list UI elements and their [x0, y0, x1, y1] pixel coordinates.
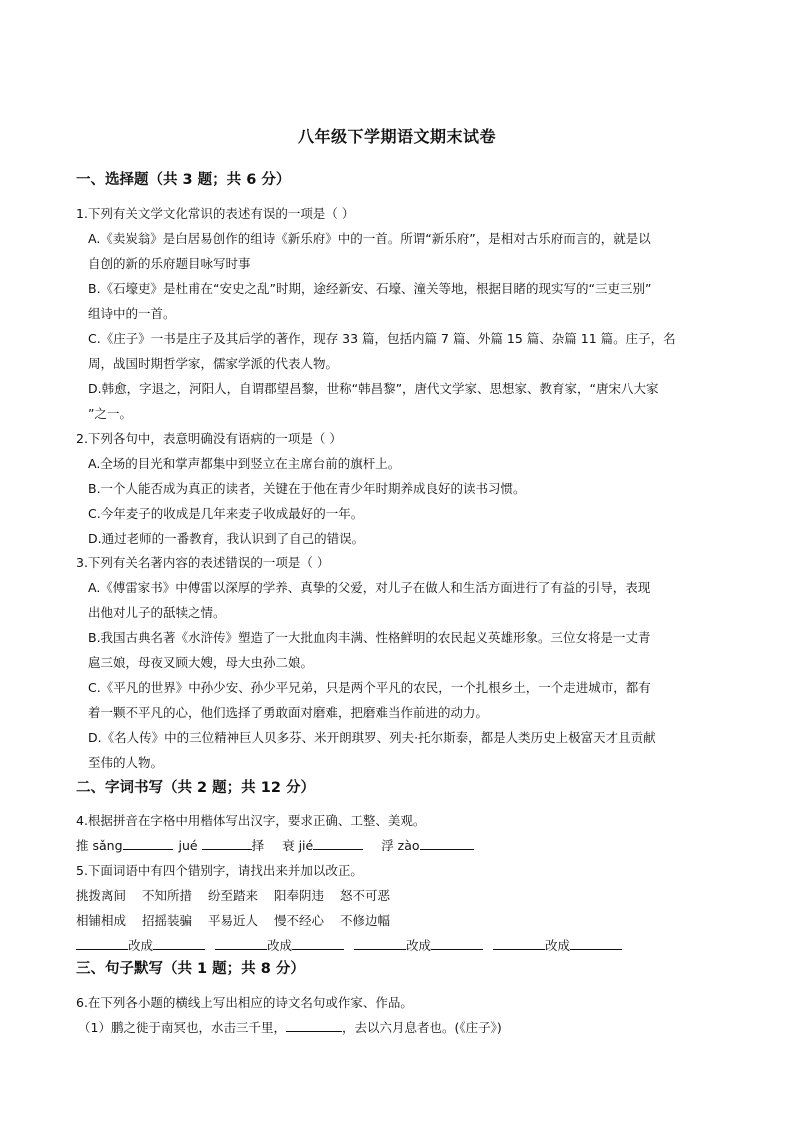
answer-blank[interactable] — [215, 937, 267, 950]
answer-blank[interactable] — [123, 837, 173, 850]
answer-blank[interactable] — [153, 937, 205, 950]
answer-blank[interactable] — [570, 937, 622, 950]
pinyin-item-2: jué — [178, 838, 198, 853]
question-6-stem: 6.在下列各小题的横线上写出相应的诗文名句或作家、作品。 — [76, 995, 413, 1010]
word-item: 相铺相成 — [76, 913, 127, 928]
question-6-item-1 — [78, 1018, 502, 1036]
pinyin-item-1: 推 sǎng — [76, 838, 123, 853]
question-3-option-b: B.我国古典名著《水浒传》塑造了一大批血肉丰满、性格鲜明的农民起义英雄形象。三位女将是一丈青 — [88, 630, 651, 645]
word-item: 不修边幅 — [340, 913, 391, 928]
question-3-option-c-cont: 着一颗不平凡的心，他们选择了勇敢面对磨难，把磨难当作前进的动力。 — [88, 705, 489, 720]
question-2-stem: 2.下列各句中，表意明确没有语病的一项是（ ） — [76, 431, 342, 446]
pinyin-item-4: 衰 jié — [282, 838, 314, 853]
change-label: 改成 — [267, 938, 293, 953]
question-3-option-b-cont: 扈三娘，母夜叉顾大嫂，母大虫孙二娘。 — [88, 655, 314, 670]
word-item: 招摇装骗 — [142, 913, 193, 928]
change-label: 改成 — [545, 938, 571, 953]
question-1-option-c: C.《庄子》一书是庄子及其后学的著作，现存 33 篇，包括内篇 7 篇、外篇 15 篇、杂篇 11 篇。庄子，名 — [88, 331, 676, 346]
word-item: 不知所措 — [142, 888, 193, 903]
answer-blank[interactable] — [313, 837, 363, 850]
word-item: 纷至踏来 — [208, 888, 259, 903]
question-2-option-c: C.今年麦子的收成是几年来麦子收成最好的一年。 — [88, 506, 364, 521]
answer-blank[interactable] — [292, 937, 344, 950]
verse-text: （1）鹏之徙于南冥也，水击三千里， — [78, 1020, 286, 1035]
word-item: 慢不经心 — [274, 913, 325, 928]
question-3-option-a: A.《傅雷家书》中傅雷以深厚的学养、真挚的父爱，对儿子在做人和生活方面进行了有益的引导，表现 — [88, 580, 651, 595]
question-4-blanks — [76, 836, 474, 854]
question-1-option-d: D.韩愈，字退之，河阳人，自谓郡望昌黎，世称“韩昌黎”，唐代文学家、思想家、教育家，“唐宋八大家 — [88, 381, 659, 396]
answer-blank[interactable] — [420, 837, 474, 850]
question-1-option-b-cont: 组诗中的一首。 — [88, 306, 176, 321]
pinyin-item-3: 择 — [251, 838, 265, 853]
question-4-stem: 4.根据拼音在字格中用楷体写出汉字，要求正确、工整、美观。 — [76, 813, 426, 828]
answer-blank[interactable] — [286, 1019, 342, 1032]
question-5-correction-row — [76, 936, 622, 954]
word-item: 怒不可恶 — [340, 888, 391, 903]
question-3-option-d-cont: 至伟的人物。 — [88, 755, 164, 770]
question-1-option-a: A.《卖炭翁》是白居易创作的组诗《新乐府》中的一首。所谓“新乐府”，是相对古乐府而言的，就是以 — [88, 231, 651, 246]
question-3-stem: 3.下列有关名著内容的表述错误的一项是（ ） — [76, 555, 330, 570]
question-3-option-c: C.《平凡的世界》中孙少安、孙少平兄弟，只是两个平凡的农民，一个扎根乡土，一个走进城市，都有 — [88, 680, 651, 695]
question-2-option-a: A.全场的目光和掌声都集中到竖立在主席台前的旗杆上。 — [88, 456, 401, 471]
word-item: 平易近人 — [208, 913, 259, 928]
verse-text: ，去以六月息者也。(《庄子》) — [341, 1020, 502, 1035]
answer-blank[interactable] — [431, 937, 483, 950]
question-5-word-row-1 — [76, 886, 390, 904]
change-label: 改成 — [128, 938, 154, 953]
question-1-option-c-cont: 周，战国时期哲学家，儒家学派的代表人物。 — [88, 356, 339, 371]
section-heading-3: 三、句子默写（共 1 题；共 8 分） — [76, 961, 305, 977]
question-1-option-d-cont: ”之一。 — [88, 406, 132, 421]
question-3-option-d: D.《名人传》中的三位精神巨人贝多芬、米开朗琪罗、列夫·托尔斯泰，都是人类历史上极富天才且贡献 — [88, 730, 656, 745]
question-2-option-d: D.通过老师的一番教育，我认识到了自己的错误。 — [88, 531, 365, 546]
word-item: 挑拨离间 — [76, 888, 127, 903]
question-3-option-a-cont: 出他对儿子的舐犊之情。 — [88, 605, 226, 620]
section-heading-1: 一、选择题（共 3 题；共 6 分） — [76, 172, 291, 188]
question-5-stem: 5.下面词语中有四个错别字，请找出来并加以改正。 — [76, 863, 363, 878]
change-label: 改成 — [406, 938, 432, 953]
pinyin-item-5: 浮 zào — [381, 838, 420, 853]
answer-blank[interactable] — [76, 937, 128, 950]
word-item: 阳奉阴违 — [274, 888, 325, 903]
question-1-option-a-cont: 自创的新的乐府题目咏写时事 — [88, 256, 251, 271]
answer-blank[interactable] — [493, 937, 545, 950]
question-5-word-row-2 — [76, 911, 390, 929]
question-2-option-b: B.一个人能否成为真正的读者，关键在于他在青少年时期养成良好的读书习惯。 — [88, 481, 526, 496]
question-1-option-b: B.《石壕吏》是杜甫在“安史之乱”时期，途经新安、石壕、潼关等地，根据目睹的现实写的“三吏三别” — [88, 281, 652, 296]
question-1-stem: 1.下列有关文学文化常识的表述有误的一项是（ ） — [76, 206, 355, 221]
page-title: 八年级下学期语文期末试卷 — [297, 127, 496, 146]
answer-blank[interactable] — [354, 937, 406, 950]
section-heading-2: 二、字词书写（共 2 题；共 12 分） — [76, 780, 315, 796]
answer-blank[interactable] — [202, 837, 252, 850]
